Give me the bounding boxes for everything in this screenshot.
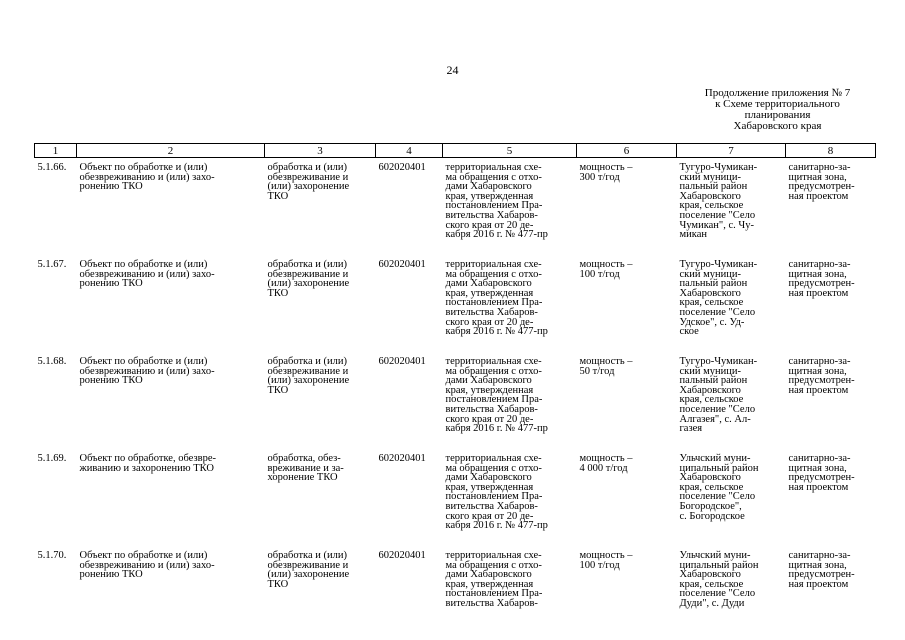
cell-line: Хабаровского (679, 569, 741, 581)
object-name-cell (77, 352, 265, 449)
capacity-cell (577, 449, 677, 546)
cell-line: щитная зона, (788, 559, 847, 571)
cell-line: постановлением Пра- (445, 200, 543, 212)
table-row (35, 449, 876, 546)
cell-line: Тугуро-Чумикан- (679, 356, 758, 367)
cell-line: края, утвержденная (445, 384, 534, 396)
cell-line: обезвреживанию и (или) захо- (79, 559, 215, 571)
cell-line: ского края от 20 де- (445, 316, 534, 328)
cell-line: пальный район (679, 375, 748, 387)
cell-line: мощность – (579, 550, 633, 561)
cell-line: Хабаровского (679, 287, 741, 299)
column-header: 5 (443, 144, 577, 158)
cell-line: 100 т/год (579, 559, 620, 571)
cell-line: ма обращения с отхо- (445, 559, 542, 571)
row-number-cell: 5.1.70. (37, 550, 67, 561)
basis-cell (443, 546, 577, 621)
cell-line: ронению ТКО (79, 375, 143, 387)
cell-line: ная проектом (788, 190, 849, 202)
cell-line: Дуди", с. Дуди (679, 597, 745, 609)
cell-line: кабря 2016 г. № 477-пр (445, 423, 548, 435)
heading-line: Хабаровского края (733, 120, 822, 132)
purpose-cell (265, 255, 376, 352)
cell-line: ский муници- (679, 268, 741, 280)
basis-cell (443, 352, 577, 449)
cell-line: мощность – (579, 356, 633, 367)
cell-line: ского края от 20 де- (445, 413, 534, 425)
cell-line: Хабаровского (679, 472, 741, 484)
row-number-cell: 5.1.68. (37, 356, 67, 367)
column-header: 6 (577, 144, 677, 158)
cell-line: Объект по обработке и (или) (79, 550, 208, 561)
cell-line: ципальный район (679, 462, 759, 474)
cell-line: ТКО (267, 578, 289, 590)
cell-line: края, сельское (679, 200, 744, 212)
cell-line: поселение "Село (679, 306, 756, 318)
cell-line: постановлением Пра- (445, 588, 543, 600)
cell-line: ная проектом (788, 384, 849, 396)
cell-line: обработка и (или) (267, 356, 347, 367)
column-header: 8 (786, 144, 876, 158)
cell-line: предусмотрен- (788, 278, 855, 290)
cell-line: ский муници- (679, 171, 741, 183)
zone-cell (786, 546, 876, 621)
cell-line: поселение "Село (679, 588, 756, 600)
cell-line: обезвреживанию и (или) захо- (79, 171, 215, 183)
cell-line: края, сельское (679, 481, 744, 493)
cell-line: обезвреживание и (267, 171, 349, 183)
cell-line: ципальный район (679, 559, 759, 571)
cell-line: ная проектом (788, 287, 849, 299)
cell-line: территориальная схе- (445, 259, 542, 270)
cell-line: края, сельское (679, 578, 744, 590)
table-row (35, 546, 876, 621)
cell-line: постановлением Пра- (445, 491, 543, 503)
object-name-cell (77, 255, 265, 352)
cell-line: обработка и (или) (267, 162, 347, 173)
capacity-cell (577, 546, 677, 621)
table-row (35, 352, 876, 449)
cell-line: обезвреживание и (267, 365, 349, 377)
column-header: 4 (376, 144, 443, 158)
purpose-cell (265, 352, 376, 449)
zone-cell (786, 449, 876, 546)
cell-line: ма обращения с отхо- (445, 268, 542, 280)
cell-line: вреживание и за- (267, 462, 344, 474)
object-name-cell (77, 546, 265, 621)
cell-line: Чумикан", с. Чу- (679, 219, 754, 231)
cell-line: территориальная схе- (445, 550, 542, 561)
cell-line: Ульчский муни- (679, 453, 751, 464)
cell-line: вительства Хабаров- (445, 500, 538, 512)
cell-line: края, утвержденная (445, 190, 534, 202)
cell-line: ма обращения с отхо- (445, 462, 542, 474)
cell-line: кабря 2016 г. № 477-пр (445, 229, 548, 241)
appendix-heading (680, 88, 875, 132)
cell-line: кабря 2016 г. № 477-пр (445, 326, 548, 338)
cell-line: 100 т/год (579, 268, 620, 280)
cell-line: с. Богородское (679, 510, 745, 522)
cell-line: территориальная схе- (445, 162, 542, 173)
cell-line: Объект по обработке и (или) (79, 356, 208, 367)
cell-line: хоронение ТКО (267, 472, 338, 484)
cell-line: ронению ТКО (79, 569, 143, 581)
cell-line: пальный район (679, 181, 748, 193)
purpose-cell (265, 449, 376, 546)
cell-line: Ульчский муни- (679, 550, 751, 561)
capacity-cell (577, 255, 677, 352)
cell-line: предусмотрен- (788, 181, 855, 193)
objects-table (34, 143, 876, 621)
cell-line: поселение "Село (679, 209, 756, 221)
cell-line: вительства Хабаров- (445, 306, 538, 318)
cell-line: обработка и (или) (267, 550, 347, 561)
code-cell: 602020401 (378, 550, 426, 561)
object-name-cell (77, 158, 265, 256)
cell-line: (или) захоронение (267, 375, 350, 387)
code-cell: 602020401 (378, 162, 426, 173)
column-header: 3 (265, 144, 376, 158)
cell-line: предусмотрен- (788, 375, 855, 387)
row-number-cell: 5.1.66. (37, 162, 67, 173)
location-cell (677, 546, 786, 621)
cell-line: обезвреживанию и (или) захо- (79, 365, 215, 377)
cell-line: ского края от 20 де- (445, 510, 534, 522)
cell-line: санитарно-за- (788, 162, 851, 173)
cell-line: ТКО (267, 190, 289, 202)
cell-line: Хабаровского (679, 384, 741, 396)
cell-line: Хабаровского (679, 190, 741, 202)
cell-line: щитная зона, (788, 268, 847, 280)
cell-line: ТКО (267, 287, 289, 299)
cell-line: вительства Хабаров- (445, 209, 538, 221)
cell-line: ское (679, 326, 699, 338)
cell-line: обработка, обез- (267, 453, 341, 464)
zone-cell (786, 255, 876, 352)
cell-line: (или) захоронение (267, 278, 350, 290)
cell-line: постановлением Пра- (445, 297, 543, 309)
cell-line: щитная зона, (788, 365, 847, 377)
cell-line: пальный район (679, 278, 748, 290)
cell-line: 50 т/год (579, 365, 615, 377)
cell-line: дами Хабаровского (445, 569, 532, 581)
code-cell: 602020401 (378, 356, 426, 367)
cell-line: края, утвержденная (445, 287, 534, 299)
cell-line: края, сельское (679, 394, 744, 406)
cell-line: щитная зона, (788, 171, 847, 183)
cell-line: Алгазея", с. Ал- (679, 413, 751, 425)
cell-line: обезвреживание и (267, 268, 349, 280)
cell-line: вительства Хабаров- (445, 597, 538, 609)
cell-line: мощность – (579, 259, 633, 270)
column-header: 2 (77, 144, 265, 158)
cell-line: кабря 2016 г. № 477-пр (445, 520, 548, 532)
object-name-cell (77, 449, 265, 546)
column-header: 1 (35, 144, 77, 158)
cell-line: Тугуро-Чумикан- (679, 259, 758, 270)
cell-line: ронению ТКО (79, 278, 143, 290)
cell-line: Объект по обработке и (или) (79, 259, 208, 270)
zone-cell (786, 352, 876, 449)
cell-line: мощность – (579, 162, 633, 173)
cell-line: обезвреживание и (267, 559, 349, 571)
cell-line: поселение "Село (679, 491, 756, 503)
heading-line: Продолжение приложения № 7 (704, 87, 851, 99)
cell-line: Объект по обработке и (или) (79, 162, 208, 173)
cell-line: Тугуро-Чумикан- (679, 162, 758, 173)
cell-line: поселение "Село (679, 403, 756, 415)
heading-line: планирования (744, 109, 811, 121)
cell-line: 4 000 т/год (579, 462, 628, 474)
cell-line: мощность – (579, 453, 633, 464)
cell-line: ский муници- (679, 365, 741, 377)
basis-cell (443, 158, 577, 256)
cell-line: щитная зона, (788, 462, 847, 474)
cell-line: санитарно-за- (788, 259, 851, 270)
row-number-cell: 5.1.69. (37, 453, 67, 464)
cell-line: Объект по обработке, обезвре- (79, 453, 216, 464)
cell-line: территориальная схе- (445, 356, 542, 367)
cell-line: ского края от 20 де- (445, 219, 534, 231)
cell-line: края, сельское (679, 297, 744, 309)
cell-line: (или) захоронение (267, 181, 350, 193)
cell-line: дами Хабаровского (445, 181, 532, 193)
cell-line: дами Хабаровского (445, 472, 532, 484)
purpose-cell (265, 158, 376, 256)
cell-line: дами Хабаровского (445, 375, 532, 387)
capacity-cell (577, 158, 677, 256)
cell-line: газея (679, 423, 703, 435)
cell-line: предусмотрен- (788, 472, 855, 484)
cell-line: ная проектом (788, 481, 849, 493)
cell-line: ронению ТКО (79, 181, 143, 193)
cell-line: вительства Хабаров- (445, 403, 538, 415)
cell-line: Богородское", (679, 500, 742, 512)
code-cell: 602020401 (378, 453, 426, 464)
location-cell (677, 255, 786, 352)
basis-cell (443, 449, 577, 546)
cell-line: постановлением Пра- (445, 394, 543, 406)
column-header: 7 (677, 144, 786, 158)
cell-line: обработка и (или) (267, 259, 347, 270)
zone-cell (786, 158, 876, 256)
location-cell (677, 449, 786, 546)
cell-line: ма обращения с отхо- (445, 365, 542, 377)
cell-line: ная проектом (788, 578, 849, 590)
cell-line: ТКО (267, 384, 289, 396)
cell-line: (или) захоронение (267, 569, 350, 581)
cell-line: края, утвержденная (445, 578, 534, 590)
cell-line: Удское", с. Уд- (679, 316, 745, 328)
table-row (35, 255, 876, 352)
cell-line: предусмотрен- (788, 569, 855, 581)
capacity-cell (577, 352, 677, 449)
cell-line: живанию и захоронению ТКО (79, 462, 214, 474)
location-cell (677, 352, 786, 449)
row-number-cell: 5.1.67. (37, 259, 67, 270)
code-cell: 602020401 (378, 259, 426, 270)
cell-line: края, утвержденная (445, 481, 534, 493)
table-body (35, 158, 876, 622)
table-row (35, 158, 876, 256)
cell-line: санитарно-за- (788, 453, 851, 464)
cell-line: территориальная схе- (445, 453, 542, 464)
location-cell (677, 158, 786, 256)
table-header-row (35, 144, 876, 158)
cell-line: санитарно-за- (788, 550, 851, 561)
cell-line: дами Хабаровского (445, 278, 532, 290)
basis-cell (443, 255, 577, 352)
cell-line: ма обращения с отхо- (445, 171, 542, 183)
cell-line: микан (679, 229, 707, 241)
heading-line: к Схеме территориального (715, 98, 840, 110)
purpose-cell (265, 546, 376, 621)
cell-line: 300 т/год (579, 171, 620, 183)
cell-line: обезвреживанию и (или) захо- (79, 268, 215, 280)
cell-line: санитарно-за- (788, 356, 851, 367)
page-number: 24 (446, 63, 459, 77)
